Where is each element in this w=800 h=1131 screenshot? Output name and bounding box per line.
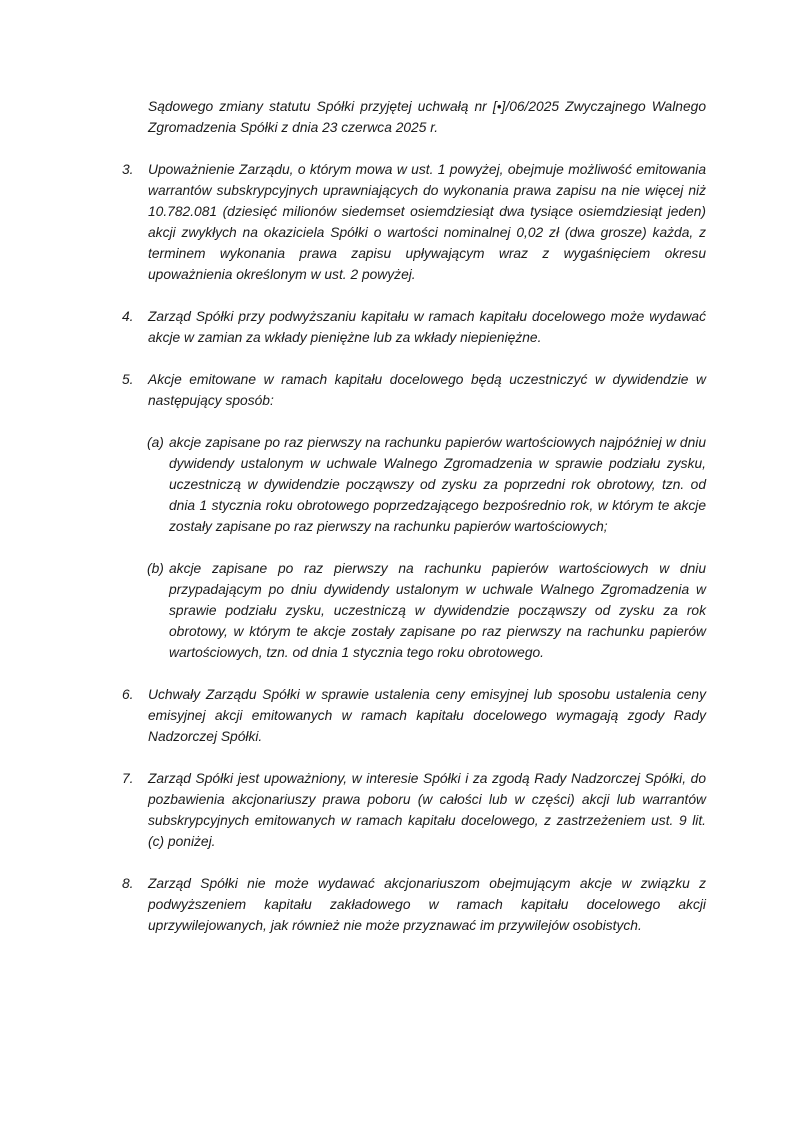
item-text: Uchwały Zarządu Spółki w sprawie ustalenia ceny emisyjnej lub sposobu ustalenia ceny emisyjnej akcji emitowanych w ramach kapitału docelowego wymagają zgody Rady Nadzorczej Spółki. [148, 687, 706, 744]
list-item-8 [122, 873, 706, 936]
subitem-text: akcje zapisane po raz pierwszy na rachunku papierów wartościowych najpóźniej w dniu dywidendy ustalonym w uchwale Walnego Zgromadzenia w sprawie podziału zysku, uczestniczą w dywidendzie począwszy od zysku za poprzedni rok obrotowy, tzn. od dnia 1 stycznia roku obrotowego poprzedzającego bezpośrednio rok, w którym te akcje zostały zapisane po raz pierwszy na rachunku papierów wartościowych; [169, 435, 706, 534]
subitem-marker: (b) [147, 561, 164, 576]
list-item-6 [122, 684, 706, 747]
item-number: 4. [122, 309, 134, 324]
subitem-text: akcje zapisane po raz pierwszy na rachunku papierów wartościowych w dniu przypadającym po dniu dywidendy ustalonym w uchwale Walnego Zgromadzenia w sprawie podziału zysku, uczestniczą w dywidendzie począwszy od zysku za rok obrotowy, w którym te akcje zostały zapisane po raz pierwszy na rachunku papierów wartościowych, tzn. od dnia 1 stycznia tego roku obrotowego. [169, 561, 706, 660]
list-item-4 [122, 306, 706, 348]
paragraph-continuation: Sądowego zmiany statutu Spółki przyjętej uchwałą nr [•]/06/2025 Zwyczajnego Walnego Zgromadzenia Spółki z dnia 23 czerwca 2025 r. [148, 99, 706, 135]
item-text: Akcje emitowane w ramach kapitału docelowego będą uczestniczyć w dywidendzie w następujący sposób: [148, 372, 706, 408]
list-subitem-a [147, 432, 706, 537]
list-item-7 [122, 768, 706, 852]
item-number: 7. [122, 771, 134, 786]
list-item-5 [122, 369, 706, 411]
item-number: 8. [122, 876, 134, 891]
subitem-marker: (a) [147, 435, 164, 450]
item-text: Zarząd Spółki jest upoważniony, w interesie Spółki i za zgodą Rady Nadzorczej Spółki, do pozbawienia akcjonariuszy prawa poboru (w całości lub w części) akcji lub warrantów subskrypcyjnych emitowanych w ramach kapitału docelowego, z zastrzeżeniem ust. 9 lit. (c) poniżej. [148, 771, 706, 849]
item-number: 5. [122, 372, 134, 387]
item-text: Zarząd Spółki nie może wydawać akcjonariuszom obejmującym akcje w związku z podwyższeniem kapitału zakładowego w ramach kapitału docelowego akcji uprzywilejowanych, jak również nie może przyznawać im przywilejów osobistych. [148, 876, 706, 933]
item-text: Upoważnienie Zarządu, o którym mowa w ust. 1 powyżej, obejmuje możliwość emitowania warrantów subskrypcyjnych uprawniających do wykonania prawa zapisu na nie więcej niż 10.782.081 (dziesięć milionów siedemset osiemdziesiąt dwa tysiące osiemdziesiąt jeden) akcji zwykłych na okaziciela Spółki o wartości nominalnej 0,02 zł (dwa grosze) każda, z terminem wykonania prawa zapisu upływającym wraz z wygaśnięciem okresu upoważnienia określonym w ust. 2 powyżej. [148, 162, 706, 282]
item-text: Zarząd Spółki przy podwyższaniu kapitału w ramach kapitału docelowego może wydawać akcje w zamian za wkłady pieniężne lub za wkłady niepieniężne. [148, 309, 706, 345]
list-item-3 [122, 159, 706, 285]
item-number: 6. [122, 687, 134, 702]
list-subitem-b [147, 558, 706, 663]
item-number: 3. [122, 162, 134, 177]
